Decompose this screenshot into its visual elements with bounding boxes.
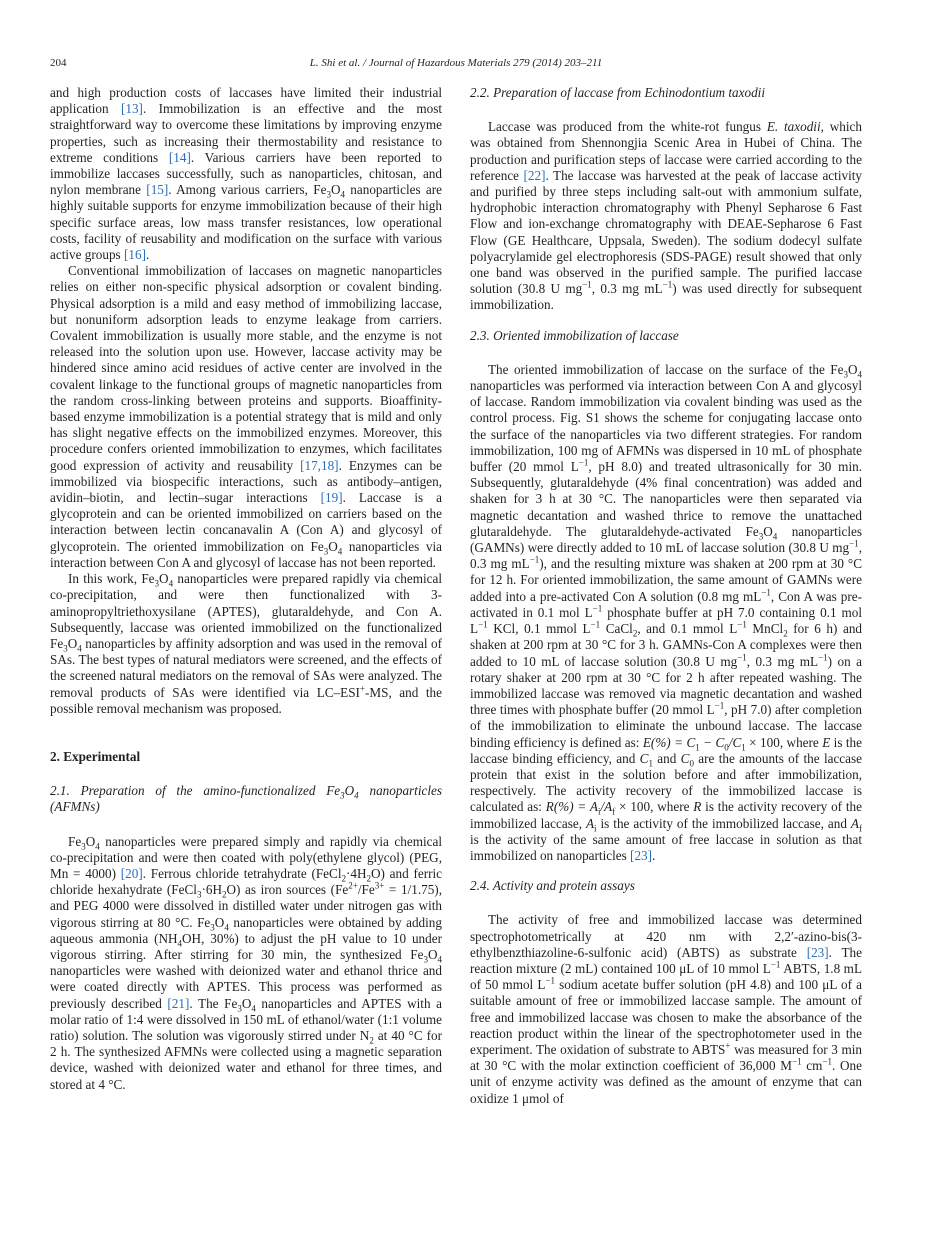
- citation-link[interactable]: [23]: [630, 847, 653, 863]
- right-column: [470, 85, 862, 1107]
- subsection-heading-2-2: 2.2. Preparation of laccase from Echinodontium taxodii: [470, 85, 765, 100]
- subsection-heading-2-1: 2.1. Preparation of the amino-functionalized $Fe_3O_4$ nanoparticles (AFMNs): [50, 783, 442, 815]
- citation-link[interactable]: [22]: [523, 167, 546, 183]
- left-column: [50, 85, 442, 1093]
- citation-link[interactable]: [19]: [320, 490, 343, 506]
- section-heading-experimental: 2. Experimental: [50, 748, 141, 764]
- citation-link[interactable]: [20]: [120, 865, 143, 881]
- paragraph-conventional-immobilization: Conventional immobilization of laccases on magnetic nanoparticles relies on either non-specific physical adsorption or covalent binding. Physical adsorption is a mild and easy method of immobilizing laccase, but nonuniform adsorption leads to enzyme leakage from carriers. Covalent immobilization is usually more stable, and the enzyme is not released into the solution upon use. However, laccase activity may be hindered since amino acid residues of active center are involved in the covalent linkage to the functional groups of magnetic nanoparticles from the random cross-linking between proteins and supports. Bioaffinity-based enzyme immobilization is a potential strategy that is mild and only has slight negative effects on the immobilized enzymes. Moreover, this procedure confers oriented immobilization to enzymes, which facilitates good expression of activity and reusability [17,18]. Enzymes can be immobilized via biospecific interactions, such as antibody–antigen, avidin–biotin, and lectin–sugar interactions [19]. Laccase is a glycoprotein and can be oriented immobilized on carriers based on the interaction between lectin concanavalin A (Con A) and glycosyl of glycoprotein. The oriented immobilization on $Fe_3O_4$ nanoparticles via interaction between Con A and glycosyl of laccase has not been reported.: [50, 263, 442, 570]
- journal-citation: L. Shi et al. / Journal of Hazardous Materials 279 (2014) 203–211: [309, 57, 603, 69]
- citation-link[interactable]: [23]: [806, 944, 829, 960]
- citation-link[interactable]: [17,18]: [300, 457, 339, 473]
- paragraph-afmn-preparation: $Fe_3O_4$ nanoparticles were prepared simply and rapidly via chemical co-precipitation and were then coated with poly(ethylene glycol) (PEG, Mn = 4000) [20]. Ferrous chloride tetrahydrate $(FeCl_2\cdot 4H_2O)$ and ferric chloride hexahydrate $(FeCl_3\cdot 6H_2O)$ as iron sources $(Fe^{2+}/Fe^{3+} = 1/1.75)$, and PEG 4000 were dissolved in distilled water under nitrogen gas with vigorous stirring at 80 °C. $Fe_3O_4$ nanoparticles were obtained by adding aqueous ammonia ($NH_4OH$, 30%) to adjust the pH value to 10 under vigorous stirring. After stirring for 30 min, the synthesized $Fe_3O_4$ nanoparticles were washed with deionized water and ethanol thrice and were coated directly with APTES. This process was performed as previously described [21]. The $Fe_3O_4$ nanoparticles and APTES with a molar ratio of 1:4 were dissolved in 150 mL of ethanol/water (1:1 volume ratio) solution. The solution was vigorously stirred under $N_2$ at 40 °C for 2 h. The synthesized AFMNs were collected using a magnetic separation device, washed with deionized water and ethanol for three times, and stored at 4 °C.: [50, 833, 443, 1092]
- citation-link[interactable]: [15]: [146, 182, 169, 198]
- subsection-heading-2-4: 2.4. Activity and protein assays: [470, 878, 635, 894]
- paragraph-this-work: In this work, $Fe_3O_4$ nanoparticles were prepared rapidly via chemical co-precipitation, and were then functionalized with 3-aminopropyltriethoxysilane (APTES), glutaraldehyde, and Con A. Subsequently, laccase was oriented immobilized on the functionalized $Fe_3O_4$ nanoparticles by affinity adsorption and was used in the removal of SAs. The best types of natural mediators were screened, and the effects of the screened natural mediators on the removal of SAs were analyzed. The removal products of SAs were identified via LC–ESI+-MS, and the possible removal mechanism was proposed.: [50, 571, 442, 716]
- paragraph-laccase-preparation: Laccase was produced from the white-rot fungus E. taxodii, which was obtained from Shennongjia Scenic Area in Hubei of China. The production and purification steps of laccase were carried according to the reference [22]. The laccase was harvested at the peak of laccase activity and purified by three steps including salt-out with ammonium sulfate, hydrophobic interaction chromatography with Phenyl Sepharose 6 Fast Flow and ion-exchange chromatography with DEAE-Sepharose 6 Fast Flow (GE Healthcare, Uppsala, Sweden). The sodium dodecyl sulfate polyacrylamide gel electrophoresis (SDS-PAGE) result showed that only one band was observed in the purified sample. The purified laccase solution (30.8 U $mg^{-1}$, 0.3 mg $mL^{-1}$) was used directly for subsequent immobilization.: [470, 119, 862, 313]
- citation-link[interactable]: [16]: [123, 247, 146, 263]
- paragraph-oriented-immobilization: The oriented immobilization of laccase on the surface of the $Fe_3O_4$ nanoparticles was performed via interaction between Con A and glycosyl of laccase. Random immobilization via covalent binding was used as the control process. Fig. S1 shows the scheme for conjugating laccase onto the surface of the nanoparticles via two different strategies. For random immobilization, 100 mg of AFMNs was dispersed in 10 mL of phosphate buffer (20 mmol $L^{-1}$, pH 8.0) and treated ultrasonically for 30 min. Subsequently, glutaraldehyde (4% final concentration) was added and shaken for 3 h at 30 °C. The nanoparticles were then separated via magnetic decantation and washed thrice to remove the unattached glutaraldehyde. The glutaraldehyde-activated $Fe_3O_4$ nanoparticles (GAMNs) were directly added to 10 mL of laccase solution (30.8 U $mg^{-1}$, 0.3 mg $mL^{-1}$), and the resulting mixture was shaken at 200 rpm at 30 °C for 12 h. For oriented immobilization, the same amount of GAMNs were added into a pre-activated Con A solution (0.8 mg $mL^{-1}$, Con A was pre-activated in 0.1 mol $L^{-1}$ phosphate buffer at pH 7.0 containing 0.1 mol $L^{-1}$ KCl, 0.1 mmol $L^{-1}$ CaCl$_2$, and 0.1 mmol $L^{-1}$ MnCl$_2$ for 6 h) and shaken at 200 rpm at 30 °C for 3 h. GAMNs-Con A complexes were then added to 10 mL of laccase solution (30.8 U $mg^{-1}$, 0.3 mg $mL^{-1}$) on a rotary shaker at 200 rpm at 30 °C for 2 h after repeated washing. The immobilized laccase was removed via magnetic decantation and washed three times with phosphate buffer (20 mmol $L^{-1}$, pH 7.0) after completion of the immobilization to eliminate the unbound laccase. The laccase binding efficiency is defined as: $E(\%) = C_1 - C_0/C_1 \times 100$, where E is the laccase binding efficiency, and $C_1$ and $C_0$ are the amounts of the laccase protein that exist in the solution before and after immobilization, respectively. The activity recovery of the immobilized laccase is calculated as: $R(\%) = A_i/A_f \times 100$, where R is the activity recovery of the immobilized laccase, $A_i$ is the activity of the immobilized laccase, and $A_f$ is the activity of the same amount of free laccase in solution as that immobilized on nanoparticles [23].: [470, 361, 863, 863]
- citation-link[interactable]: [21]: [167, 995, 190, 1011]
- running-header: [50, 55, 862, 71]
- citation-link[interactable]: [13]: [120, 101, 143, 117]
- paragraph-intro-continued: and high production costs of laccases have limited their industrial application [13]. Immobilization is an effective and the most straightforward way to overcome these limitations by improving enzyme properties, such as increasing their thermostability and resistance to extreme conditions [14]. Various carriers have been reported to immobilize laccases successfully, such as nanoparticles, chitosan, and nylon membrane [15]. Among various carriers, $Fe_3O_4$ nanoparticles are highly suitable supports for enzyme immobilization because of their high specific surface areas, low mass transfer resistances, low operational costs, facility of reusability and modification on the surface with various active groups [16].: [50, 85, 443, 263]
- citation-link[interactable]: [14]: [168, 149, 191, 165]
- paragraph-activity-assays: The activity of free and immobilized laccase was determined spectrophotometrically at 420 nm with 2,2′-azino-bis(3-ethylbenzthiazoline-6-sulfonic acid) (ABTS) as substrate [23]. The reaction mixture (2 mL) contained 100 μL of 10 mmol $L^{-1}$ ABTS, 1.8 mL of 50 mmol $L^{-1}$ sodium acetate buffer solution (pH 4.8) and 100 μL of a suitable amount of free or immobilized laccase sample. The amount of free and immobilized laccase was chosen to make the absorbance of the reaction product within the linear of the spectrophotometer used in the experiment. The oxidation of substrate to ABTS+ was measured for 3 min at 30 °C with the molar extinction coefficient of 36,000 $M^{-1}$ $cm^{-1}$. One unit of enzyme activity was defined as the amount of enzyme that can oxidize 1 μmol of: [470, 912, 863, 1106]
- subsection-heading-2-3: 2.3. Oriented immobilization of laccase: [470, 327, 679, 343]
- page-number: 204: [50, 57, 67, 69]
